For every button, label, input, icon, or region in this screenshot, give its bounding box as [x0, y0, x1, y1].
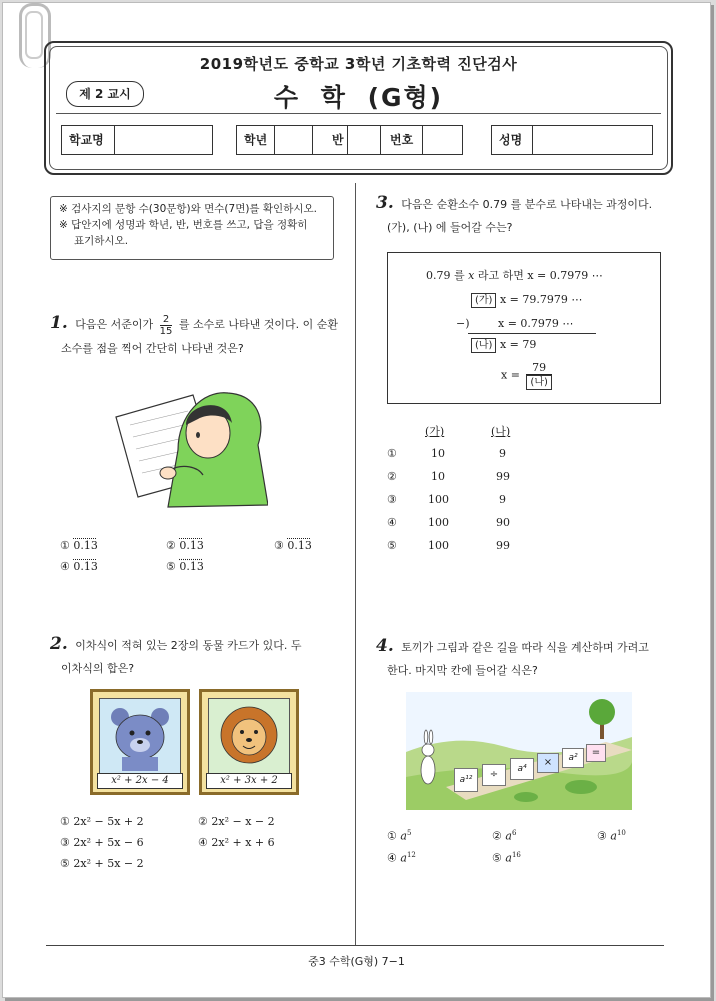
q1-number: 1. [50, 313, 68, 333]
path-cell-4: × [537, 753, 559, 773]
path-cell-2: ÷ [482, 764, 506, 786]
q1-boy-illustration [108, 375, 268, 510]
q2-option-2-mark: ② [198, 815, 208, 828]
footer-line [46, 945, 664, 946]
q3-l3: x = 0.7979 ⋯ [498, 317, 574, 330]
q1-option-1-mark: ① [60, 539, 70, 552]
q2-text-b: 이차식의 합은? [61, 662, 135, 675]
q3-row-3-mark[interactable]: ③ [387, 493, 397, 506]
exam-header [44, 41, 673, 175]
q4-option-1-mark: ① [387, 829, 397, 843]
q1-option-4-value: 0.13 [73, 560, 98, 573]
q4-options [387, 829, 677, 869]
q1-option-1-value: 0.13 [73, 539, 98, 552]
q1-option-3-mark: ③ [274, 539, 284, 552]
q2-option-3-value: 2x² + 5x − 6 [73, 836, 144, 849]
q1-frac-num: 2 [160, 314, 173, 326]
q2-option-4-value: 2x² + x + 6 [211, 836, 275, 849]
q2-option-2-value: 2x² − x − 2 [211, 815, 275, 828]
q3-l5-fraction [526, 361, 551, 390]
q3-row-4-b: 90 [496, 516, 510, 529]
q3-l4: x = 79 [499, 338, 537, 351]
q1-option-5-mark: ⑤ [166, 560, 176, 573]
q3-row-4-mark[interactable]: ④ [387, 516, 397, 529]
q2-option-5-mark: ⑤ [60, 857, 70, 870]
q1-option-5[interactable] [166, 560, 204, 573]
q4-option-1[interactable] [387, 829, 411, 843]
q1-option-1[interactable] [60, 539, 98, 552]
path-cell-3: a⁴ [510, 758, 534, 780]
q4-text-b: 한다. 마지막 칸에 들어갈 식은? [387, 664, 538, 677]
q3-row-2-mark[interactable]: ② [387, 470, 397, 483]
question-4 [376, 635, 676, 682]
q1-frac-den: 15 [159, 325, 173, 337]
q2-text-a: 이차식이 적혀 있는 2장의 동물 카드가 있다. 두 [75, 639, 302, 652]
q3-l2: x = 79.7979 ⋯ [499, 293, 583, 306]
number-label: 번호 [390, 133, 414, 147]
q2-option-5-value: 2x² + 5x − 2 [73, 857, 144, 870]
q3-head-na: (나) [491, 425, 511, 438]
q3-tag-ga: (가) [471, 293, 496, 308]
q3-line-1 [426, 267, 603, 283]
q1-option-3[interactable] [274, 539, 312, 552]
q4-option-4[interactable] [387, 851, 416, 865]
q2-option-5[interactable] [60, 857, 144, 870]
q3-l5-lhs: x = [501, 368, 520, 382]
q3-l1-c: 라고 하면 [477, 269, 524, 282]
q1-option-5-value: 0.13 [179, 560, 204, 573]
header-divider [56, 113, 661, 114]
q3-line-3 [456, 317, 573, 330]
question-2 [50, 633, 350, 680]
q1-options [60, 539, 350, 579]
q3-number: 3. [376, 193, 394, 213]
q3-head-ga: (가) [425, 425, 445, 438]
period-badge: 제 2 교시 [66, 81, 144, 107]
q3-row-3-a: 100 [428, 493, 449, 506]
q4-option-5-mark: ⑤ [492, 851, 502, 865]
q4-option-4-exp: 12 [406, 851, 416, 859]
q3-l1-d: x = 0.7979 ⋯ [527, 269, 603, 282]
name-label: 성명 [499, 133, 523, 147]
q1-text-a: 다음은 서준이가 [75, 318, 154, 331]
q2-option-3-mark: ③ [60, 836, 70, 849]
path-cell-5: a² [562, 748, 584, 768]
q3-tag-na: (나) [471, 338, 496, 353]
q4-option-4-base: a [400, 851, 407, 865]
q4-option-3-mark: ③ [597, 829, 607, 843]
q1-option-2-value: 0.13 [179, 539, 204, 552]
q4-option-4-mark: ④ [387, 851, 397, 865]
q1-option-4-mark: ④ [60, 560, 70, 573]
school-name-label: 학교명 [69, 133, 104, 147]
q3-row-3-b: 9 [499, 493, 506, 506]
lion-card-picture [208, 698, 290, 774]
class-label: 반 [332, 133, 344, 147]
q3-line-5 [501, 361, 555, 390]
q3-l5-num: 79 [526, 361, 551, 375]
exam-title: 2019학년도 중학교 3학년 기초학력 진단검사 [199, 55, 518, 73]
q1-option-3-value: 0.13 [287, 539, 312, 552]
q3-l1-a: 0.79 를 [426, 269, 465, 282]
q4-option-2-exp: 6 [511, 829, 517, 837]
q2-number: 2. [50, 634, 68, 654]
q3-row-5-mark[interactable]: ⑤ [387, 539, 397, 552]
q1-option-4[interactable] [60, 560, 98, 573]
q3-row-1-a: 10 [431, 447, 445, 460]
q3-process-box [387, 252, 661, 404]
q4-option-5-base: a [505, 851, 512, 865]
q3-row-1-b: 9 [499, 447, 506, 460]
q4-option-1-exp: 5 [406, 829, 412, 837]
q1-fraction [160, 314, 173, 337]
q1-option-2-mark: ② [166, 539, 176, 552]
q4-number: 4. [376, 636, 394, 656]
q3-subtract-line [468, 333, 596, 334]
q4-text-a: 토끼가 그림과 같은 길을 따라 식을 계산하며 가려고 [401, 641, 649, 654]
lion-icon [209, 699, 289, 771]
q3-text-b: (가), (나) 에 들어갈 수는? [387, 221, 513, 234]
lion-card [199, 689, 299, 795]
path-cell-6: = [586, 744, 606, 762]
q3-row-1-mark[interactable]: ① [387, 447, 397, 460]
q2-option-4-mark: ④ [198, 836, 208, 849]
instruction-line-2: ※ 답안지에 성명과 학년, 반, 번호를 쓰고, 답을 정확히 [59, 219, 308, 231]
q4-option-3-base: a [610, 829, 617, 843]
bear-card [90, 689, 190, 795]
q4-option-3-exp: 10 [616, 829, 626, 837]
q3-row-5-a: 100 [428, 539, 449, 552]
q2-option-4[interactable] [198, 836, 275, 849]
q3-line-4 [471, 338, 536, 353]
q3-row-2-b: 99 [496, 470, 510, 483]
bear-card-expression: x² + 2x − 4 [97, 773, 183, 789]
q4-option-5-exp: 16 [511, 851, 521, 859]
q4-option-2[interactable] [492, 829, 516, 843]
q4-option-2-base: a [505, 829, 512, 843]
question-1 [50, 312, 350, 360]
subject-title: 수 학 (G형) [273, 83, 444, 112]
q2-option-1[interactable] [60, 815, 144, 828]
q1-option-2[interactable] [166, 539, 204, 552]
q3-minus: −) [456, 317, 470, 330]
q4-option-2-mark: ② [492, 829, 502, 843]
q1-text-b: 를 소수로 나타낸 것이다. 이 순환 [178, 318, 338, 331]
question-3 [376, 192, 676, 239]
q2-option-1-value: 2x² − 5x + 2 [73, 815, 144, 828]
lion-card-expression: x² + 3x + 2 [206, 773, 292, 789]
q3-l5-den: (나) [526, 375, 551, 390]
q4-option-1-base: a [400, 829, 407, 843]
q4-rabbit-path-illustration [406, 692, 632, 810]
column-divider [355, 183, 356, 945]
instruction-line-1: ※ 검사지의 문항 수(30문항)와 면수(7면)를 확인하시오. [59, 203, 317, 215]
instruction-line-3: 표기하시오. [74, 235, 129, 247]
q3-options-table [387, 423, 557, 563]
bear-card-picture [99, 698, 181, 774]
grade-class-number-field[interactable] [236, 125, 463, 155]
q2-options [60, 815, 350, 875]
student-name-field[interactable] [491, 125, 653, 155]
instructions-box [50, 196, 334, 260]
paper-clip-inner [25, 11, 43, 59]
q2-option-1-mark: ① [60, 815, 70, 828]
q3-line-2 [471, 293, 582, 308]
q3-text-a: 다음은 순환소수 0.79 를 분수로 나타내는 과정이다. [401, 198, 653, 211]
q1-text-c: 소수를 점을 찍어 간단히 나타낸 것은? [61, 341, 244, 355]
q3-row-2-a: 10 [431, 470, 445, 483]
path-cell-1: a¹² [454, 768, 478, 792]
q4-option-3[interactable] [597, 829, 626, 843]
page-footer: 중3 수학(G형) 7−1 [308, 955, 405, 968]
q2-option-2[interactable] [198, 815, 275, 828]
q3-l1-b: x [468, 269, 475, 282]
q3-row-5-b: 99 [496, 539, 510, 552]
grade-label: 학년 [244, 133, 268, 147]
school-name-field[interactable] [61, 125, 213, 155]
bear-icon [100, 699, 180, 771]
q3-row-4-a: 100 [428, 516, 449, 529]
exam-page [2, 2, 711, 998]
q4-option-5[interactable] [492, 851, 521, 865]
q2-option-3[interactable] [60, 836, 144, 849]
